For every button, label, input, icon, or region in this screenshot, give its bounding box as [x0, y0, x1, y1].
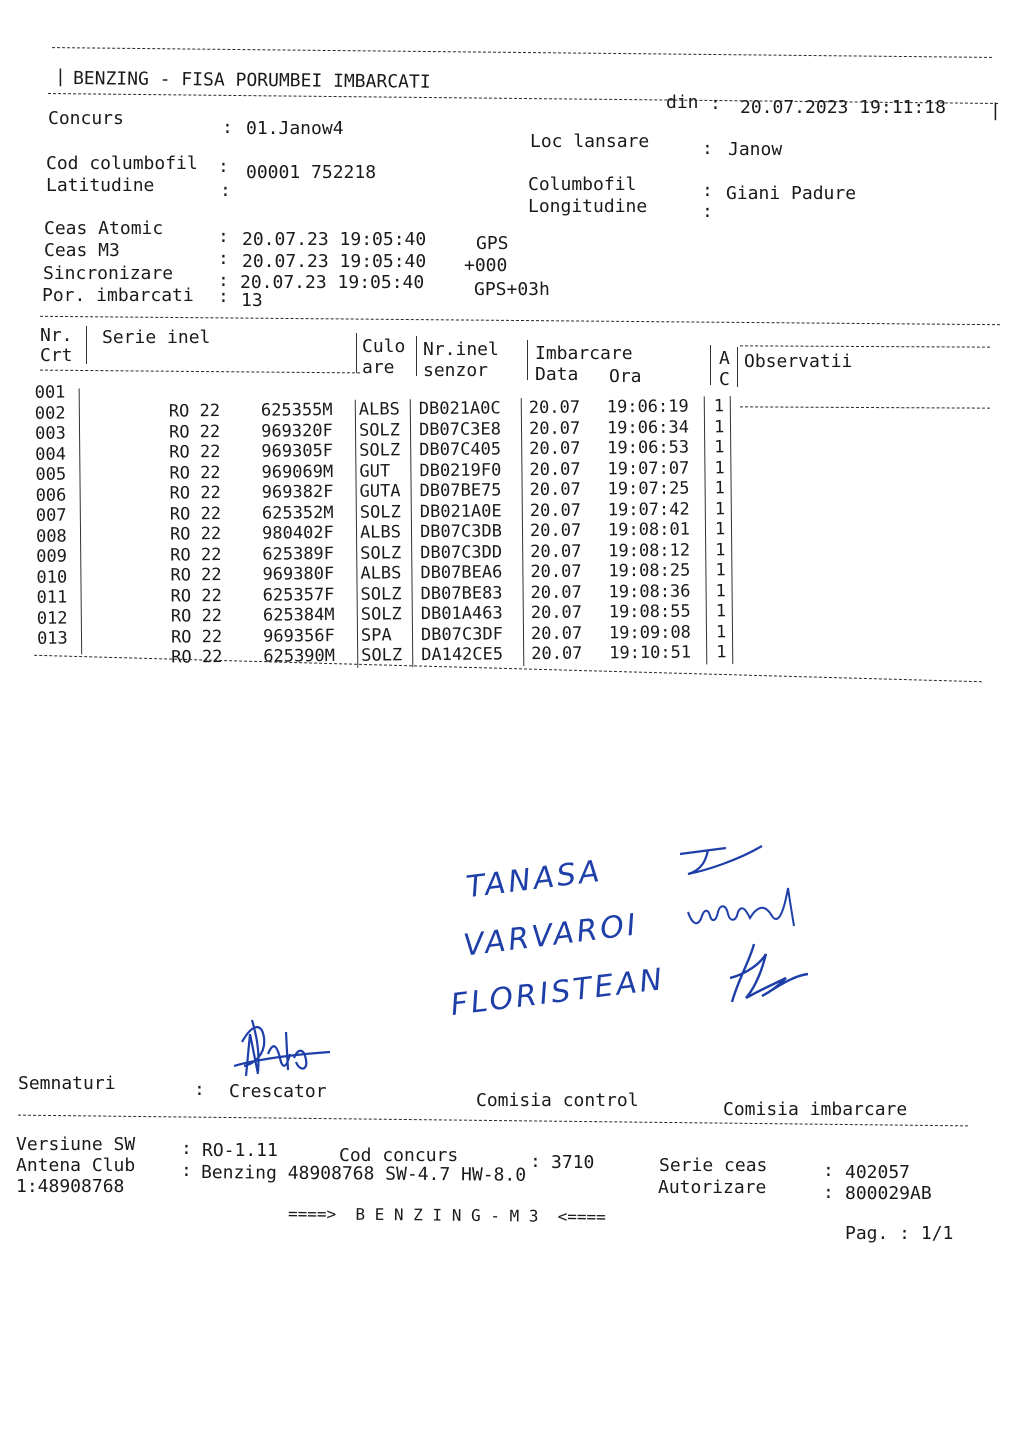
col-culo-header: Culo — [362, 336, 406, 357]
cell-serie: RO 22 625384M — [170, 604, 335, 627]
cell-data: 20.07 — [530, 582, 582, 603]
loc-lansare-value: Janow — [728, 139, 783, 160]
cell-nr: 005 — [35, 464, 67, 485]
concurs-sep: : — [222, 117, 233, 138]
benzing-brand: ====> B E N Z I N G - M 3 <==== — [287, 1204, 606, 1227]
col-c-header: C — [719, 369, 730, 390]
cell-data: 20.07 — [530, 623, 583, 644]
cell-culoare: ALBS — [360, 563, 402, 584]
cell-ora: 19:06:19 — [606, 396, 689, 418]
col-data-header: Data — [535, 364, 579, 385]
cod-columbofil-sep: : — [218, 156, 229, 177]
body-divider — [355, 400, 359, 668]
cell-ora: 19:08:55 — [608, 601, 691, 623]
signature-crescator — [232, 1014, 342, 1084]
versiune-label: Versiune SW — [16, 1134, 136, 1155]
latitudine-label: Latitudine — [46, 175, 155, 196]
cell-culoare: SOLZ — [358, 419, 401, 441]
cell-ac: 1 — [715, 621, 727, 642]
cell-ac: 1 — [713, 416, 725, 437]
cod-columbofil-label: Cod columbofil — [46, 153, 198, 174]
col-nr — [35, 383, 68, 650]
cell-culoare: GUT — [359, 460, 391, 482]
din-label: din — [666, 92, 699, 113]
cell-senzor: DB01A463 — [420, 603, 503, 625]
cell-data: 20.07 — [530, 561, 582, 583]
col-senzor-header: senzor — [423, 360, 489, 381]
cell-ac: 1 — [715, 601, 727, 622]
cod-concurs-value: 3710 — [551, 1152, 595, 1173]
col-senzor — [419, 398, 503, 665]
loc-lansare-label: Loc lansare — [530, 131, 650, 152]
cell-ac: 1 — [713, 396, 725, 417]
cell-data: 20.07 — [529, 500, 582, 521]
cell-data: 20.07 — [529, 438, 581, 460]
handwritten-name-1: TANASA — [464, 853, 605, 906]
cell-culoare: ALBS — [359, 522, 402, 543]
col-a-header: A — [719, 348, 730, 369]
ceas-atomic-sep: : — [218, 226, 229, 247]
cell-ac: 1 — [714, 457, 725, 478]
cell-nr: 004 — [35, 444, 67, 465]
columbofil-sep: : — [702, 180, 713, 201]
cell-serie: RO 22 969305F — [169, 440, 334, 463]
serie-ceas-label: Serie ceas — [659, 1155, 768, 1176]
cell-serie: RO 22 625355M — [168, 399, 333, 422]
col-imbarcare-header: Imbarcare — [535, 343, 633, 364]
col-culoare — [359, 399, 403, 666]
col-ora-header: Ora — [609, 366, 642, 387]
antena-sep: : — [181, 1160, 192, 1181]
crescator-label: Crescator — [229, 1081, 327, 1102]
cell-nr: 001 — [34, 382, 66, 403]
cell-nr: 009 — [36, 546, 68, 567]
cell-senzor: DB021A0C — [418, 398, 501, 420]
cell-senzor: DB07BE75 — [419, 480, 502, 502]
serie-ceas-sep: : — [823, 1160, 834, 1181]
cell-culoare: ALBS — [358, 399, 400, 420]
sincronizare-value: 20.07.23 19:05:40 — [240, 272, 425, 293]
cell-nr: 006 — [35, 485, 67, 506]
ceas-atomic-source: GPS — [476, 233, 509, 254]
cell-senzor: DB07BE83 — [420, 582, 503, 604]
cell-serie: RO 22 625390M — [171, 645, 336, 668]
loc-lansare-sep: : — [702, 138, 713, 159]
cell-culoare: SOLZ — [360, 583, 402, 605]
cell-data: 20.07 — [528, 418, 581, 439]
cell-ac: 1 — [716, 642, 727, 663]
body-divider — [521, 398, 525, 666]
din-separator: : — [710, 93, 721, 114]
club-id: 1:48908768 — [16, 1176, 125, 1197]
col-obs-header: Observatii — [744, 351, 853, 372]
cell-serie: RO 22 969382F — [169, 481, 334, 504]
ceas-atomic-label: Ceas Atomic — [44, 218, 164, 239]
cod-concurs-sep: : — [530, 1151, 541, 1172]
sincronizare-source: GPS+03h — [474, 279, 550, 300]
cell-senzor: DA142CE5 — [421, 644, 504, 666]
cell-senzor: DB07C3DB — [419, 521, 502, 543]
col-serie — [169, 400, 335, 668]
por-imbarcati-sep: : — [218, 286, 229, 307]
col-serie-header: Serie inel — [102, 327, 211, 348]
cell-culoare: SPA — [360, 624, 392, 646]
autorizare-label: Autorizare — [658, 1177, 767, 1198]
cell-culoare: SOLZ — [359, 501, 401, 523]
cell-senzor: DB07BEA6 — [420, 562, 503, 584]
cell-nr: 002 — [34, 403, 66, 424]
cell-ora: 19:08:36 — [608, 581, 691, 602]
header-right-bar: | — [990, 100, 1001, 121]
cell-nr: 012 — [36, 608, 68, 629]
antena-value: Benzing 48908768 SW-4.7 HW-8.0 — [200, 1162, 527, 1186]
cell-ora: 19:06:53 — [607, 437, 690, 459]
cell-ora: 19:07:42 — [607, 499, 690, 520]
cell-senzor: DB07C3DD — [420, 541, 503, 563]
comisia-control-label: Comisia control — [476, 1090, 639, 1111]
cell-data: 20.07 — [529, 459, 581, 480]
col-nr-header: Nr. — [40, 325, 73, 346]
cell-nr: 010 — [36, 567, 68, 588]
cell-ac: 1 — [715, 560, 726, 581]
col-are-header: are — [362, 357, 395, 378]
col-data — [529, 398, 583, 665]
body-divider — [704, 396, 708, 664]
col-ac — [714, 396, 727, 663]
body-divider — [730, 396, 734, 664]
latitudine-sep: : — [220, 180, 231, 201]
cell-nr: 003 — [34, 423, 66, 444]
cell-serie: RO 22 625352M — [169, 502, 334, 525]
columbofil-value: Giani Padure — [726, 183, 857, 204]
cell-ora: 19:06:34 — [606, 417, 690, 438]
cell-serie: RO 22 969356F — [170, 625, 335, 648]
cell-culoare: SOLZ — [359, 440, 401, 461]
cell-ora: 19:08:12 — [608, 540, 691, 561]
concurs-label: Concurs — [48, 108, 124, 129]
cell-ora: 19:10:51 — [609, 642, 692, 664]
cell-ac: 1 — [714, 519, 726, 540]
cell-nr: 013 — [36, 628, 68, 649]
col-ora — [607, 397, 691, 664]
header-date: 20.07.2023 19:11:18 — [740, 97, 946, 118]
body-divider — [410, 399, 414, 667]
cell-serie: RO 22 969069M — [169, 461, 334, 484]
cell-senzor: DB07C3E8 — [418, 418, 502, 440]
cell-nr: 008 — [35, 526, 67, 547]
handwritten-name-2: VARVAROI — [461, 907, 641, 964]
sincronizare-label: Sincronizare — [43, 263, 174, 284]
columbofil-label: Columbofil — [528, 174, 637, 195]
autorizare-value: 800029AB — [845, 1183, 932, 1204]
versiune-value: RO-1.11 — [202, 1140, 278, 1161]
cell-data: 20.07 — [531, 643, 583, 665]
por-imbarcati-label: Por. imbarcati — [42, 285, 194, 306]
cell-data: 20.07 — [529, 479, 581, 501]
cell-senzor: DB0219F0 — [419, 459, 502, 481]
ceas-m3-sep: : — [218, 248, 229, 269]
cell-data: 20.07 — [529, 520, 582, 542]
cell-culoare: SOLZ — [361, 645, 403, 666]
cell-senzor: DB07C405 — [419, 439, 502, 461]
cod-concurs-label: Cod concurs — [339, 1145, 459, 1166]
antena-label: Antena Club — [16, 1155, 136, 1176]
cell-serie: RO 22 969320F — [168, 420, 333, 443]
cell-ac: 1 — [715, 539, 726, 560]
col-crt-header: Crt — [40, 345, 73, 366]
cell-ora: 19:07:25 — [607, 478, 690, 500]
cell-serie: RO 22 625357F — [170, 584, 335, 607]
cell-ac: 1 — [715, 580, 726, 601]
por-imbarcati-value: 13 — [241, 290, 263, 311]
cell-ora: 19:09:08 — [608, 622, 691, 643]
semnaturi-label: Semnaturi — [18, 1073, 116, 1094]
ceas-m3-offset: +000 — [464, 255, 508, 276]
signature-mark-1 — [678, 842, 768, 882]
page-number: Pag. : 1/1 — [845, 1223, 954, 1244]
cell-ora: 19:08:01 — [607, 519, 690, 541]
body-divider — [79, 388, 83, 654]
document-title: BENZING - FISA PORUMBEI IMBARCATI — [72, 68, 431, 93]
cell-culoare: SOLZ — [360, 604, 402, 625]
ceas-m3-value: 20.07.23 19:05:40 — [242, 251, 427, 272]
cell-ora: 19:08:25 — [608, 560, 691, 582]
versiune-sep: : — [181, 1138, 192, 1159]
ceas-atomic-value: 20.07.23 19:05:40 — [242, 229, 427, 250]
concurs-value: 01.Janow4 — [246, 118, 344, 139]
longitudine-label: Longitudine — [528, 196, 648, 217]
sincronizare-sep: : — [218, 270, 229, 291]
header-left-bar: | — [55, 66, 66, 87]
cell-ac: 1 — [714, 478, 725, 499]
cell-senzor: DB021A0E — [419, 500, 502, 522]
ceas-m3-label: Ceas M3 — [44, 240, 120, 261]
cell-nr: 007 — [35, 505, 67, 526]
cell-culoare: GUTA — [359, 481, 401, 502]
cell-ac: 1 — [714, 437, 725, 458]
signature-mark-2 — [684, 882, 804, 942]
cell-data: 20.07 — [530, 602, 583, 624]
cell-nr: 011 — [36, 587, 68, 608]
cell-serie: RO 22 625389F — [170, 543, 335, 566]
comisia-imbarcare-label: Comisia imbarcare — [723, 1099, 908, 1120]
semnaturi-sep: : — [194, 1079, 205, 1100]
cell-serie: RO 22 980402F — [169, 522, 334, 545]
cell-ora: 19:07:07 — [607, 458, 690, 479]
signature-mark-3 — [726, 940, 816, 1010]
autorizare-sep: : — [823, 1182, 834, 1203]
cod-columbofil-value: 00001 752218 — [246, 162, 377, 183]
cell-ac: 1 — [714, 498, 726, 519]
handwritten-name-3: FLORISTEAN — [448, 961, 667, 1024]
serie-ceas-value: 402057 — [845, 1162, 911, 1183]
cell-senzor: DB07C3DF — [420, 623, 503, 645]
cell-serie: RO 22 969380F — [170, 563, 335, 586]
cell-culoare: SOLZ — [360, 542, 402, 564]
cell-data: 20.07 — [528, 397, 581, 419]
col-nrinel-header: Nr.inel — [423, 339, 499, 360]
cell-data: 20.07 — [530, 541, 582, 562]
longitudine-sep: : — [702, 201, 713, 222]
